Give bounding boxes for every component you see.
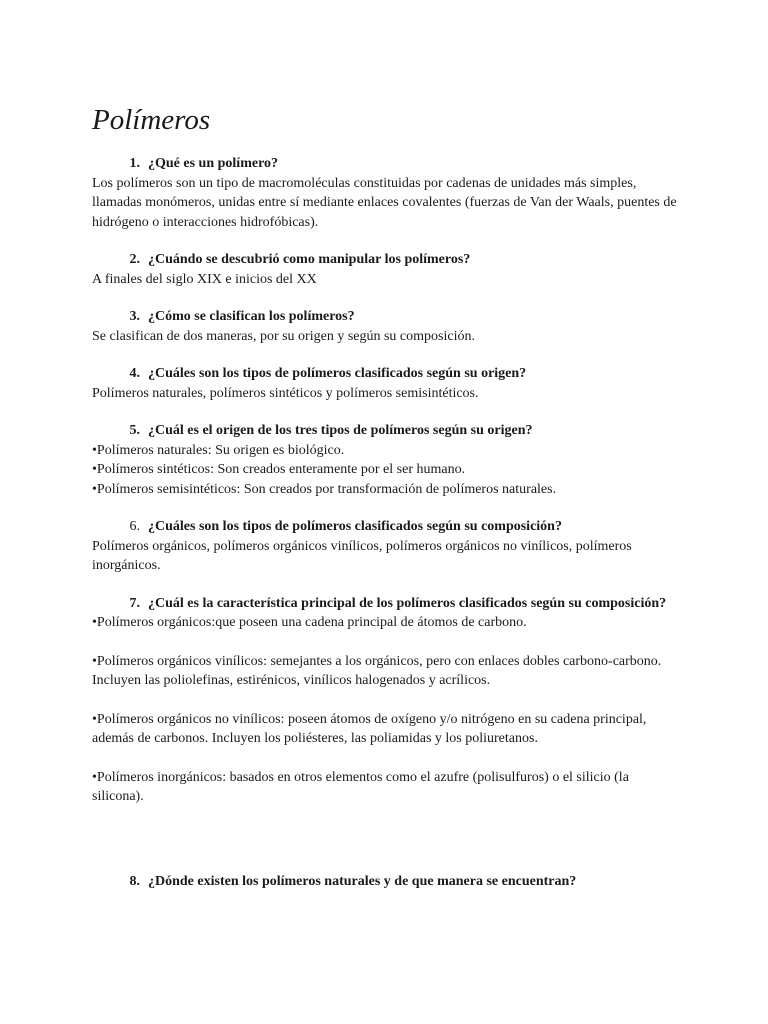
question-number: 2. xyxy=(129,252,140,267)
answer-1: Los polímeros son un tipo de macromoléculas constituidas por cadenas de unidades más simples, llamadas monómeros, unidas entre sí mediante enlaces covalentes (fuerzas de Van der Waals, puentes de hidrógeno o interacciones hidrofóbicas). xyxy=(92,175,677,230)
section-1 xyxy=(92,154,682,232)
page-title: Polímeros xyxy=(92,104,211,136)
answer-3: Se clasifican de dos maneras, por su origen y según su composición. xyxy=(92,328,475,344)
section-5 xyxy=(92,421,682,499)
section-3 xyxy=(92,307,682,346)
document-page xyxy=(92,100,682,909)
question-6 xyxy=(92,517,682,537)
question-5 xyxy=(92,421,682,441)
bullet-item: •Polímeros semisintéticos: Son creados por transformación de polímeros naturales. xyxy=(92,481,557,497)
question-number: 6. xyxy=(129,519,140,534)
question-text: ¿Cuáles son los tipos de polímeros clasificados según su origen? xyxy=(148,366,527,381)
answer-6: Polímeros orgánicos, polímeros orgánicos vinílicos, polímeros orgánicos no vinílicos, polímeros inorgánicos. xyxy=(92,538,632,573)
bullet-paragraph: •Polímeros orgánicos no vinílicos: poseen átomos de oxígeno y/o nitrógeno en su cadena principal, además de carbonos. Incluyen los poliésteres, las poliamidas y los poliuretanos. xyxy=(92,711,647,746)
question-number: 4. xyxy=(129,366,140,381)
question-text: ¿Cuál es el origen de los tres tipos de polímeros según su origen? xyxy=(148,423,533,438)
question-8 xyxy=(92,872,682,892)
bullet-item: •Polímeros naturales: Su origen es biológico. xyxy=(92,442,345,458)
question-text: ¿Cómo se clasifican los polímeros? xyxy=(148,309,355,324)
question-4 xyxy=(92,364,682,384)
question-number: 7. xyxy=(129,595,140,611)
question-text: ¿Qué es un polímero? xyxy=(148,156,279,171)
bullet-paragraph: •Polímeros inorgánicos: basados en otros elementos como el azufre (polisulfuros) o el silicio (la silicona). xyxy=(92,769,629,804)
question-text: ¿Cuáles son los tipos de polímeros clasificados según su composición? xyxy=(148,519,562,534)
question-text: ¿Cuándo se descubrió como manipular los polímeros? xyxy=(148,252,471,267)
question-7 xyxy=(92,594,682,614)
blank-space xyxy=(92,825,682,872)
answer-2: A finales del siglo XIX e inicios del XX xyxy=(92,271,317,287)
section-6 xyxy=(92,517,682,576)
bullet-item: •Polímeros sintéticos: Son creados enteramente por el ser humano. xyxy=(92,462,466,477)
section-7 xyxy=(92,594,682,807)
question-2 xyxy=(92,250,682,270)
question-text: ¿Cuál es la característica principal de los polímeros clasificados según su composición? xyxy=(148,595,667,611)
question-text: ¿Dónde existen los polímeros naturales y de que manera se encuentran? xyxy=(148,873,577,889)
question-number: 5. xyxy=(129,423,140,438)
bullet-paragraph: •Polímeros orgánicos:que poseen una cadena principal de átomos de carbono. xyxy=(92,615,527,630)
section-4 xyxy=(92,364,682,403)
question-3 xyxy=(92,307,682,327)
bullet-paragraph: •Polímeros orgánicos vinílicos: semejantes a los orgánicos, pero con enlaces dobles carbono-carbono. Incluyen las poliolefinas, estirénicos, vinílicos halogenados y acrílicos. xyxy=(92,653,662,688)
question-number: 1. xyxy=(129,156,140,171)
section-2 xyxy=(92,250,682,289)
question-number: 3. xyxy=(129,309,140,324)
section-8 xyxy=(92,872,682,892)
question-1 xyxy=(92,154,682,174)
answer-4: Polímeros naturales, polímeros sintéticos y polímeros semisintéticos. xyxy=(92,385,479,401)
question-number: 8. xyxy=(129,873,140,889)
